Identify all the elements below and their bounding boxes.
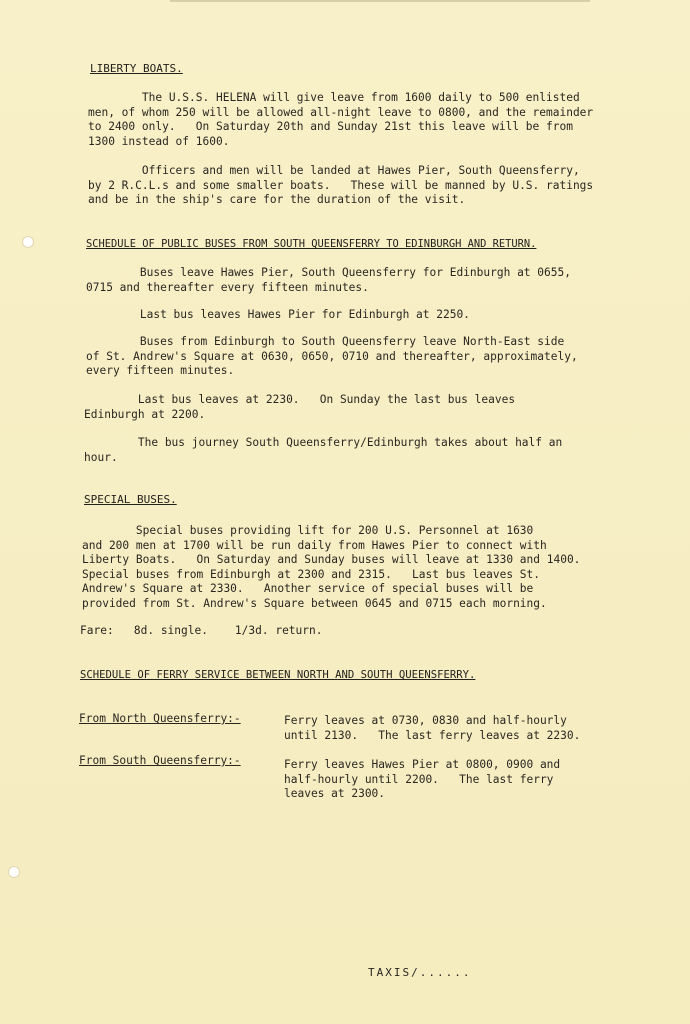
fare-line: Fare: 8d. single. 1/3d. return. <box>80 624 323 637</box>
ferry-north-label: From North Queensferry:- <box>79 712 241 725</box>
text-line: Buses leave Hawes Pier, South Queensferry for Edinburgh at 0655, <box>86 266 571 279</box>
text-line: 1300 instead of 1600. <box>88 134 230 148</box>
text-line: Last bus leaves at 2230. On Sunday the last bus leaves <box>84 393 516 406</box>
text-line: The U.S.S. HELENA will give leave from 1600 daily to 500 enlisted <box>88 91 580 104</box>
text-line: Special buses from Edinburgh at 2300 and 2315. Last bus leaves St. <box>82 567 541 581</box>
section-heading-liberty-boats: LIBERTY BOATS. <box>90 62 183 75</box>
text-line: leaves at 2300. <box>284 787 386 800</box>
ferry-south-text <box>284 758 560 802</box>
text-line: by 2 R.C.L.s and some smaller boats. These will be manned by U.S. ratings <box>88 178 594 192</box>
buses-paragraph-1 <box>86 266 571 295</box>
ferry-north-text <box>284 714 580 743</box>
text-line: Special buses providing lift for 200 U.S. Personnel at 1630 <box>82 524 534 537</box>
text-line: Liberty Boats. On Saturday and Sunday buses will leave at 1330 and 1400. <box>82 553 581 566</box>
text-line: and 200 men at 1700 will be run daily from Hawes Pier to connect with <box>82 538 547 552</box>
top-edge-line <box>170 0 590 2</box>
ferry-south-label: From South Queensferry:- <box>79 754 241 767</box>
buses-paragraph-5 <box>84 436 562 465</box>
text-line: until 2130. The last ferry leaves at 2230. <box>284 728 581 742</box>
continuation-footer: TAXIS/...... <box>368 966 472 979</box>
text-line: every fifteen minutes. <box>86 364 235 377</box>
punch-hole <box>8 866 20 878</box>
liberty-paragraph-1 <box>88 91 593 149</box>
text-line: Buses from Edinburgh to South Queensferry leave North-East side <box>86 335 565 348</box>
punch-hole <box>22 236 34 248</box>
text-line: The bus journey South Queensferry/Edinburgh takes about half an <box>84 436 563 449</box>
section-heading-special-buses: SPECIAL BUSES. <box>84 493 177 506</box>
text-line: of St. Andrew's Square at 0630, 0650, 0710 and thereafter, approximately, <box>86 349 578 363</box>
text-line: half-hourly until 2200. The last ferry <box>284 772 554 786</box>
text-line: 0715 and thereafter every fifteen minutes. <box>86 280 369 294</box>
text-line: men, of whom 250 will be allowed all-night leave to 0800, and the remainder <box>88 105 594 119</box>
text-line: Andrew's Square at 2330. Another service of special buses will be <box>82 582 534 595</box>
text-line: provided from St. Andrew's Square between 0645 and 0715 each morning. <box>82 596 547 610</box>
section-heading-public-buses: SCHEDULE OF PUBLIC BUSES FROM SOUTH QUEENSFERRY TO EDINBURGH AND RETURN. <box>86 238 537 250</box>
liberty-paragraph-2 <box>88 164 593 208</box>
special-paragraph-1 <box>82 524 580 611</box>
text-line: Officers and men will be landed at Hawes Pier, South Queensferry, <box>88 164 580 177</box>
text-line: Ferry leaves at 0730, 0830 and half-hourly <box>284 714 567 727</box>
text-line: hour. <box>84 450 118 464</box>
section-heading-ferry: SCHEDULE OF FERRY SERVICE BETWEEN NORTH AND SOUTH QUEENSFERRY. <box>80 669 476 681</box>
text-line: Last bus leaves Hawes Pier for Edinburgh at 2250. <box>86 308 470 321</box>
buses-paragraph-3 <box>86 335 578 379</box>
buses-paragraph-2 <box>86 308 470 323</box>
text-line: to 2400 only. On Saturday 20th and Sunday 21st this leave will be from <box>88 120 573 133</box>
text-line: Ferry leaves Hawes Pier at 0800, 0900 and <box>284 758 561 771</box>
text-line: Edinburgh at 2200. <box>84 407 206 421</box>
buses-paragraph-4 <box>84 393 515 422</box>
text-line: and be in the ship's care for the duration of the visit. <box>88 193 466 206</box>
